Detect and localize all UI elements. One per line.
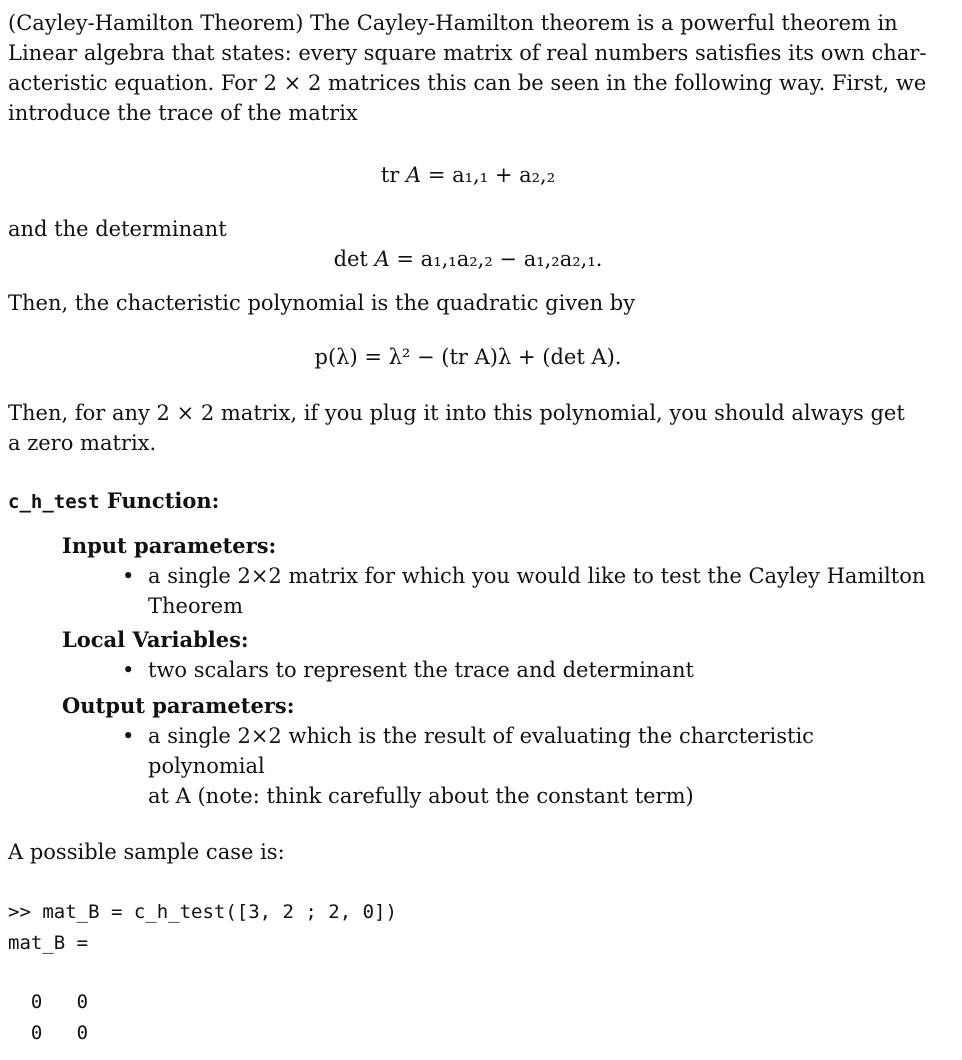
local-variables-list — [8, 655, 928, 685]
intro-line-1: (Cayley-Hamilton Theorem) The Cayley-Hamilton theorem is a powerful theorem in — [8, 11, 898, 35]
conclusion-line-1: Then, for any 2 × 2 matrix, if you plug it into this polynomial, you should always get — [8, 401, 905, 425]
input-parameters-heading: Input parameters: — [62, 533, 277, 558]
bullet-icon: • — [122, 564, 135, 588]
trace-eq-rhs: = a₁,₁ + a₂,₂ — [421, 163, 556, 187]
input-parameter-item — [122, 561, 928, 621]
local-variables-heading: Local Variables: — [62, 627, 249, 652]
function-name: c_h_test — [8, 491, 100, 513]
output-item-line-1: a single 2×2 which is the result of evaluating the charcteristic polynomial — [148, 724, 814, 778]
bullet-icon: • — [122, 658, 135, 682]
det-eq-lhs: det — [333, 247, 375, 271]
trace-eq-var: A — [406, 163, 422, 187]
output-parameters-list — [8, 721, 928, 811]
det-equation — [8, 244, 928, 274]
input-parameters-list — [8, 561, 928, 621]
det-eq-var: A — [374, 247, 390, 271]
input-item-line-2: Theorem — [148, 594, 243, 618]
local-item-text: two scalars to represent the trace and determinant — [148, 658, 694, 682]
intro-line-3: acteristic equation. For 2 × 2 matrices this can be seen in the following way. First, we — [8, 71, 927, 95]
intro-paragraph — [8, 8, 928, 128]
sample-result-label: mat_B = — [8, 932, 89, 954]
output-item-line-2: at A (note: think carefully about the constant term) — [148, 784, 694, 808]
function-title-suffix: Function: — [99, 488, 220, 513]
intro-line-2: Linear algebra that states: every square matrix of real numbers satisfies its own char- — [8, 41, 927, 65]
local-variable-item — [122, 655, 928, 685]
function-title — [8, 486, 928, 517]
conclusion-paragraph — [8, 398, 928, 458]
intro-line-4: introduce the trace of the matrix — [8, 101, 358, 125]
bullet-icon: • — [122, 724, 135, 748]
output-parameter-item — [122, 721, 928, 811]
sample-command: >> mat_B = c_h_test([3, 2 ; 2, 0]) — [8, 901, 397, 923]
sample-matrix-row-2: 0 0 — [8, 1022, 89, 1044]
trace-equation — [8, 160, 928, 190]
det-intro: and the determinant — [8, 217, 227, 241]
sample-intro: A possible sample case is: — [8, 840, 285, 864]
poly-equation: p(λ) = λ² − (tr A)λ + (det A). — [314, 345, 622, 369]
document-page — [8, 8, 928, 1049]
input-item-line-1: a single 2×2 matrix for which you would like to test the Cayley Hamilton — [148, 564, 926, 588]
det-eq-rhs: = a₁,₁a₂,₂ − a₁,₂a₂,₁. — [389, 247, 603, 271]
conclusion-line-2: a zero matrix. — [8, 431, 157, 455]
trace-eq-lhs: tr — [380, 163, 406, 187]
poly-intro: Then, the chacteristic polynomial is the quadratic given by — [8, 291, 636, 315]
sample-matrix-row-1: 0 0 — [8, 991, 89, 1013]
output-parameters-heading: Output parameters: — [62, 693, 295, 718]
